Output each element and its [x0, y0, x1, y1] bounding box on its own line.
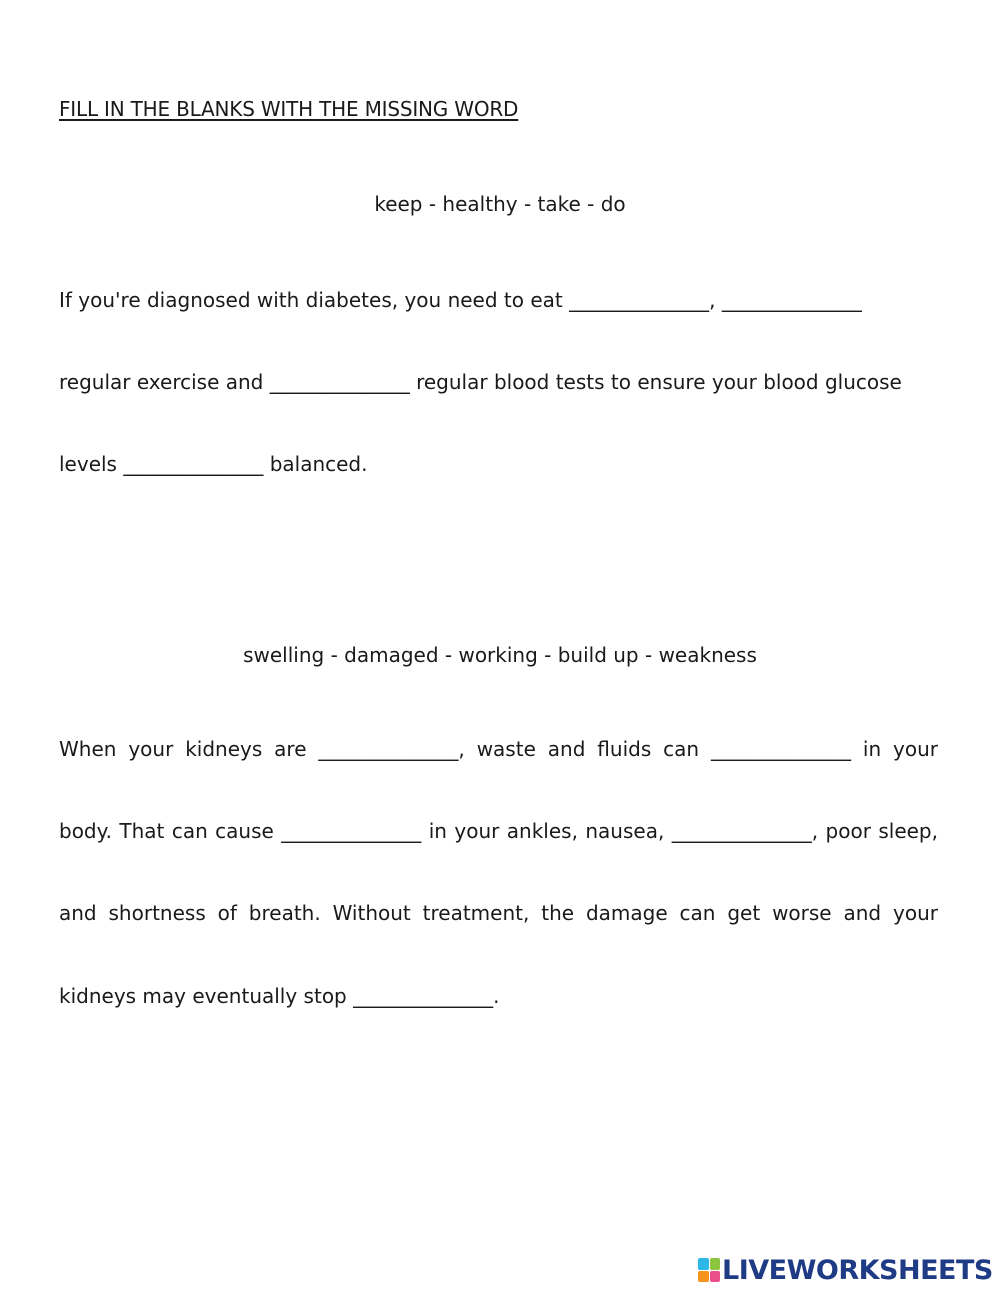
- logo-square-1: [698, 1258, 709, 1270]
- liveworksheets-logo-icon: [698, 1258, 720, 1282]
- exercise-2-line-1: When your kidneys are ______________, waste and fluids can ______________ in your: [59, 737, 938, 761]
- word-bank-1: keep - healthy - take - do: [374, 192, 626, 216]
- exercise-2-line-4: kidneys may eventually stop ______________.: [59, 984, 500, 1008]
- exercise-2-line-3: and shortness of breath. Without treatment, the damage can get worse and your: [59, 901, 938, 925]
- brand-name: LIVEWORKSHEETS: [722, 1254, 993, 1286]
- logo-square-4: [710, 1271, 721, 1283]
- page-heading: FILL IN THE BLANKS WITH THE MISSING WORD: [59, 97, 519, 121]
- exercise-1-line-3: levels ______________ balanced.: [59, 452, 368, 476]
- exercise-1-line-1: If you're diagnosed with diabetes, you need to eat ______________, ______________: [59, 288, 862, 312]
- exercise-2-line-2: body. That can cause ______________ in your ankles, nausea, ______________, poor sleep,: [59, 819, 938, 843]
- word-bank-2: swelling - damaged - working - build up - weakness: [243, 643, 757, 667]
- logo-square-2: [710, 1258, 721, 1270]
- exercise-1-line-2: regular exercise and ______________ regular blood tests to ensure your blood glucose: [59, 370, 902, 394]
- logo-square-3: [698, 1271, 709, 1283]
- brand-footer: [698, 1255, 993, 1285]
